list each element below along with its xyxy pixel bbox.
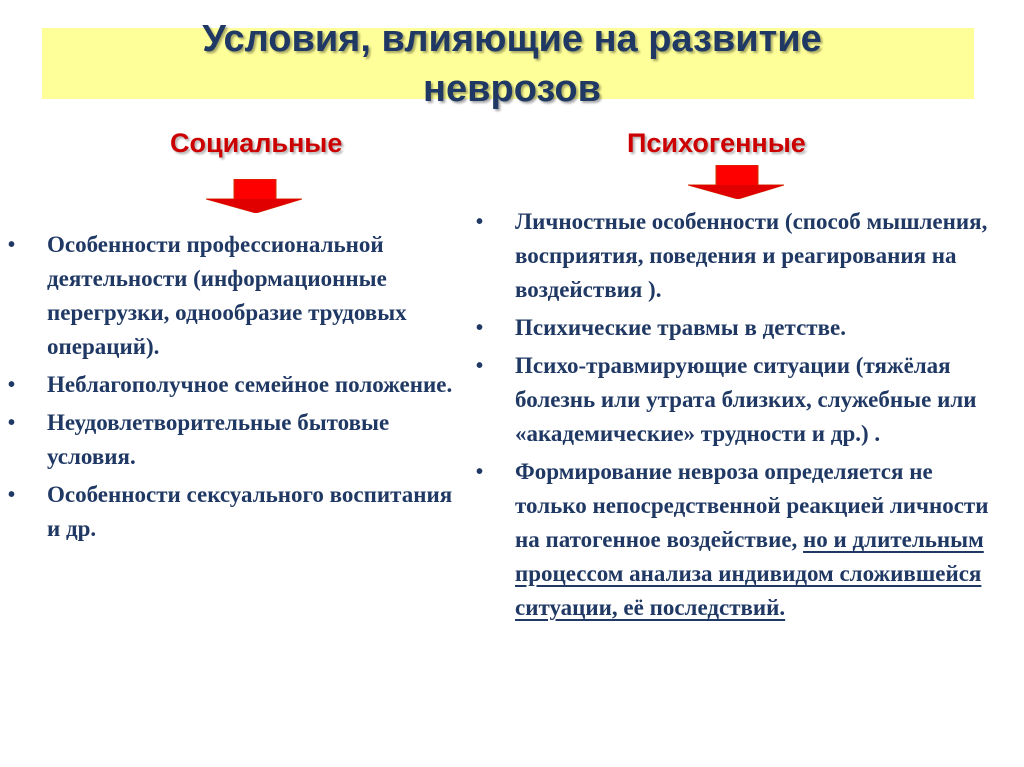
underlined-text: но и длительным процессом анализа индивидом сложившейся ситуации, её последствий. [515, 527, 984, 620]
down-arrow-icon [206, 179, 302, 213]
bullet-icon: • [476, 355, 484, 377]
list-item-text: Личностные особенности (способ мышления, восприятия, поведения и реагирования на воздействия ). [515, 209, 988, 302]
bullet-icon: • [8, 234, 16, 256]
psychogenic-heading: Психогенные [627, 128, 806, 158]
list-item [8, 478, 458, 546]
social-heading: Социальные [170, 128, 343, 158]
list-item-text: Особенности профессиональной деятельности (информационные перегрузки, однообразие трудовых операций). [47, 232, 407, 359]
social-factors-list [8, 228, 458, 550]
bullet-icon: • [8, 484, 16, 506]
list-item [8, 406, 458, 474]
slide-title-line-1: Условия, влияющие на развитие [202, 18, 822, 60]
list-item-text: Психические травмы в детстве. [515, 315, 846, 340]
bullet-icon: • [8, 374, 16, 396]
list-item [8, 228, 458, 364]
bullet-icon: • [8, 412, 16, 434]
bullet-icon: • [476, 317, 484, 339]
list-item-text: Неблагополучное семейное положение. [47, 372, 453, 397]
list-item-text: Неудовлетворительные бытовые условия. [47, 410, 390, 469]
list-item-text: Формирование невроза определяется не только непосредственной реакцией личности на патогенное воздействие, [515, 459, 989, 552]
list-item [476, 205, 1006, 307]
list-item [8, 368, 458, 402]
list-item [476, 349, 1006, 451]
slide-title [0, 14, 1024, 114]
down-arrow-icon [688, 165, 784, 199]
list-item-text: Психо-травмирующие ситуации (тяжёлая болезнь или утрата близких, служебные или «академические» трудности и др.) . [515, 353, 977, 446]
list-item-text: Особенности сексуального воспитания и др. [47, 482, 453, 541]
bullet-icon: • [476, 461, 484, 483]
psychogenic-factors-list [476, 205, 1006, 629]
list-item [476, 455, 1006, 625]
slide-title-line-2: неврозов [423, 68, 601, 110]
list-item [476, 311, 1006, 345]
bullet-icon: • [476, 211, 484, 233]
